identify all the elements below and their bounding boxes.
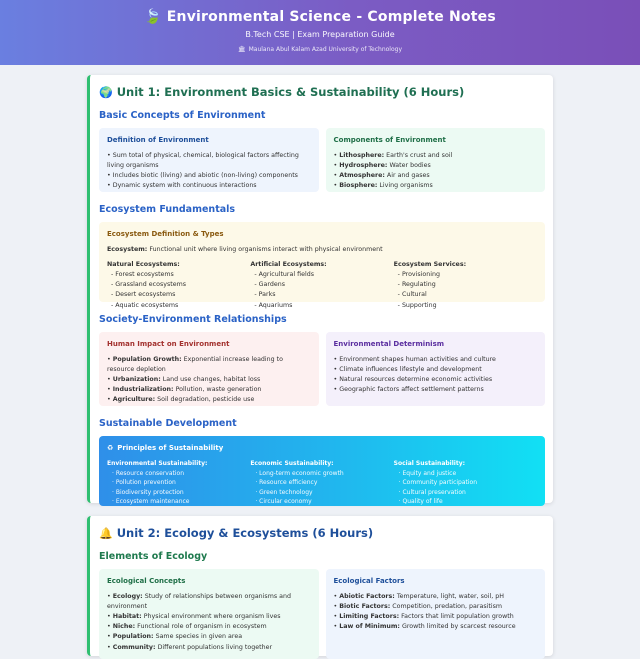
list-item: - Aquariums — [250, 301, 393, 311]
ecosystem-title: Ecosystem Definition & Types — [107, 230, 224, 238]
list-item: • Biotic Factors: Competition, predation, parasitism — [334, 602, 538, 612]
list-item: • Ecology: Study of relationships between organisms and environment — [107, 592, 311, 612]
list-item: · Resource efficiency — [250, 478, 393, 487]
page-title: 🍃 Environmental Science - Complete Notes — [144, 9, 496, 25]
list-item: • Industrialization: Pollution, waste generation — [107, 385, 311, 395]
recycle-icon: ♻ — [107, 444, 114, 452]
society-row — [99, 332, 545, 406]
list-item: - Forest ecosystems — [107, 270, 250, 280]
section-sustainable: Sustainable Development — [99, 418, 237, 429]
list-item: - Aquatic ecosystems — [107, 301, 250, 311]
list-item: • Community: Different populations living together — [107, 643, 311, 653]
list-item: - Agricultural fields — [250, 270, 393, 280]
list-item: - Desert ecosystems — [107, 290, 250, 300]
ecosystem-definition: Ecosystem: Functional unit where living organisms interact with physical environment — [107, 246, 383, 254]
ecological-concepts-title: Ecological Concepts — [107, 577, 186, 585]
ecosystem-columns — [107, 260, 537, 310]
components-title: Components of Environment — [333, 136, 446, 144]
list-item: · Quality of life — [394, 497, 537, 506]
section-ecosystem: Ecosystem Fundamentals — [99, 204, 236, 215]
economic-sustainability: Economic Sustainability: · Long-term economic growth · Resource efficiency · Green technology · Circular economy — [250, 459, 393, 506]
section-elements: Elements of Ecology — [99, 551, 208, 562]
section-society: Society-Environment Relationships — [99, 314, 287, 325]
list-item: - Supporting — [394, 301, 537, 311]
list-item: • Lithosphere: Earth's crust and soil — [334, 151, 538, 161]
sustainability-box — [99, 436, 545, 506]
list-item: • Dynamic system with continuous interactions — [107, 181, 311, 191]
definition-title: Definition of Environment — [107, 136, 209, 144]
list-item: - Grassland ecosystems — [107, 280, 250, 290]
list-item: • Agriculture: Soil degradation, pesticide use — [107, 395, 311, 405]
determinism-box — [326, 332, 546, 406]
sustainability-title: ♻ Principles of Sustainability — [107, 444, 224, 452]
list-item: • Climate influences lifestyle and development — [334, 365, 538, 375]
list-item: · Biodiversity protection — [107, 488, 250, 497]
list-item: • Hydrosphere: Water bodies — [334, 161, 538, 171]
ecological-factors-box — [326, 569, 546, 659]
list-item: - Provisioning — [394, 270, 537, 280]
list-item: - Cultural — [394, 290, 537, 300]
list-item: • Niche: Functional role of organism in ecosystem — [107, 622, 311, 632]
human-impact-box — [99, 332, 319, 406]
determinism-title: Environmental Determinism — [333, 340, 445, 348]
social-sustainability: Social Sustainability: · Equity and justice · Community participation · Cultural preservation · Quality of life — [394, 459, 537, 506]
list-item: · Cultural preservation — [394, 488, 537, 497]
ecosystem-box — [99, 222, 545, 309]
list-item: · Ecosystem maintenance — [107, 497, 250, 506]
environmental-sustainability: Environmental Sustainability: · Resource conservation · Pollution prevention · Biodiversity protection · Ecosystem maintenance — [107, 459, 250, 506]
list-item: • Geographic factors affect settlement patterns — [334, 385, 538, 395]
list-item: · Resource conservation — [107, 469, 250, 478]
ecological-factors-title: Ecological Factors — [333, 577, 405, 585]
list-item: · Circular economy — [250, 497, 393, 506]
components-box — [326, 128, 546, 192]
unit-1-title: 🌍 Unit 1: Environment Basics & Sustainability (6 Hours) — [99, 85, 465, 99]
unit-1-card — [87, 75, 553, 506]
list-item: • Law of Minimum: Growth limited by scarcest resource — [334, 622, 538, 632]
list-item: • Urbanization: Land use changes, habitat loss — [107, 375, 311, 385]
human-impact-title: Human Impact on Environment — [107, 340, 230, 348]
list-item: • Sum total of physical, chemical, biological factors affecting living organisms — [107, 151, 311, 171]
list-item: • Population: Same species in given area — [107, 632, 311, 642]
list-item: • Limiting Factors: Factors that limit population growth — [334, 612, 538, 622]
list-item: · Community participation — [394, 478, 537, 487]
section-basic-concepts: Basic Concepts of Environment — [99, 110, 266, 121]
list-item: - Regulating — [394, 280, 537, 290]
list-item: · Green technology — [250, 488, 393, 497]
natural-ecosystems: Natural Ecosystems: - Forest ecosystems - Grassland ecosystems - Desert ecosystems - Aquatic ecosystems — [107, 260, 250, 310]
list-item: · Pollution prevention — [107, 478, 250, 487]
elements-row — [99, 569, 545, 659]
definition-box — [99, 128, 319, 192]
university-line: 🏛 Maulana Abul Kalam Azad University of Technology — [237, 46, 403, 53]
list-item: • Environment shapes human activities and culture — [334, 355, 538, 365]
artificial-ecosystems: Artificial Ecosystems: - Agricultural fields - Gardens - Parks - Aquariums — [250, 260, 393, 310]
list-item: • Population Growth: Exponential increase leading to resource depletion — [107, 355, 311, 375]
list-item: • Biosphere: Living organisms — [334, 181, 538, 191]
ecological-concepts-box — [99, 569, 319, 659]
globe-icon: 🌍 — [99, 85, 113, 99]
page-header — [0, 0, 640, 65]
list-item: • Includes biotic (living) and abiotic (non-living) components — [107, 171, 311, 181]
bell-icon: 🔔 — [99, 526, 113, 540]
ecosystem-services: Ecosystem Services: - Provisioning - Regulating - Cultural - Supporting — [394, 260, 537, 310]
list-item: • Abiotic Factors: Temperature, light, water, soil, pH — [334, 592, 538, 602]
page-subtitle: B.Tech CSE | Exam Preparation Guide — [245, 30, 395, 39]
list-item: • Habitat: Physical environment where organism lives — [107, 612, 311, 622]
list-item: - Parks — [250, 290, 393, 300]
list-item: - Gardens — [250, 280, 393, 290]
leaf-icon: 🍃 — [144, 9, 162, 25]
list-item: • Atmosphere: Air and gases — [334, 171, 538, 181]
list-item: · Equity and justice — [394, 469, 537, 478]
basic-concepts-row — [99, 128, 545, 192]
list-item: · Long-term economic growth — [250, 469, 393, 478]
building-icon: 🏛 — [237, 46, 246, 53]
unit-2-title: 🔔 Unit 2: Ecology & Ecosystems (6 Hours) — [99, 526, 374, 540]
list-item: • Natural resources determine economic activities — [334, 375, 538, 385]
unit-2-card — [87, 516, 553, 656]
sustainability-columns — [107, 459, 537, 506]
